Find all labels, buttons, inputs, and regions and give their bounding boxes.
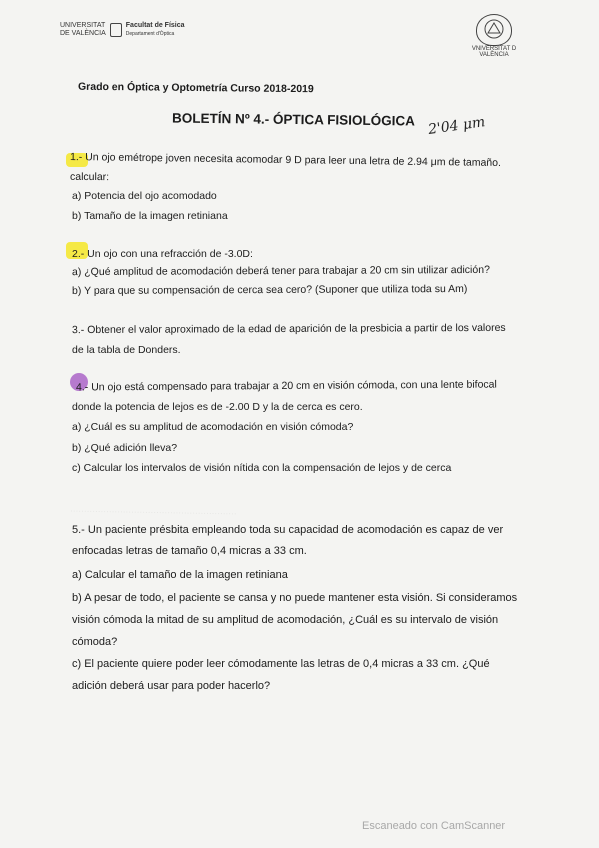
logo-faculty-name: Facultat de Física <box>125 22 185 29</box>
q5-part-c-line-2: adición deberá usar para poder hacerlo? <box>72 680 271 692</box>
seal-caption: VNIVERSITAT D VALÈNCIA <box>471 46 517 58</box>
course-heading: Grado en Óptica y Optometría Curso 2018-2019 <box>77 80 314 96</box>
q2-statement: 2.- Un ojo con una refracción de -3.0D: <box>72 248 253 260</box>
logo-university-name: UNIVERSITAT <box>60 22 106 29</box>
q5-statement: 5.- Un paciente présbita empleando toda su capacidad de acomodación es capaz de ver <box>72 524 504 536</box>
q4-part-a: a) ¿Cuál es su amplitud de acomodación en visión cómoda? <box>72 421 354 433</box>
q1-part-b: b) Tamaño de la imagen retiniana <box>72 210 228 222</box>
q5-part-b-line-3: cómoda? <box>72 636 118 648</box>
q1-statement: 1.- Un ojo emétrope joven necesita acomodar 9 D para leer una letra de 2.94 μm de tamaño. <box>69 150 502 170</box>
university-logo-left <box>60 22 185 38</box>
q4-part-c: c) Calcular los intervalos de visión nítida con la compensación de lejos y de cerca <box>72 462 452 474</box>
q2-part-b: b) Y para que su compensación de cerca sea cero? (Suponer que utiliza toda su Am) <box>71 282 468 298</box>
q4-part-b: b) ¿Qué adición lleva? <box>72 442 178 454</box>
q2-part-a: a) ¿Qué amplitud de acomodación deberá tener para trabajar a 20 cm sin utilizar adición? <box>71 263 490 279</box>
university-seal-icon <box>476 14 512 46</box>
q3-line-2: de la tabla de Donders. <box>72 344 181 356</box>
logo-university-city: DE VALÈNCIA <box>60 30 106 37</box>
handwritten-annotation: 2'04 μm <box>427 114 487 138</box>
scanner-watermark: Escaneado con CamScanner <box>362 820 506 832</box>
q5-part-b-line-2: visión cómoda la mitad de su amplitud de acomodación, ¿Cuál es su intervalo de visión <box>72 614 499 626</box>
q3-statement: 3.- Obtener el valor aproximado de la edad de aparición de la presbicia a partir de los valores <box>71 321 506 337</box>
q1-line-2: calcular: <box>69 170 110 184</box>
q5-line-2: enfocadas letras de tamaño 0,4 micras a 33 cm. <box>72 545 307 557</box>
q5-part-c: c) El paciente quiere poder leer cómodamente las letras de 0,4 micras a 33 cm. ¿Qué <box>72 658 490 670</box>
q1-part-a: a) Potencia del ojo acomodado <box>72 190 217 202</box>
q4-statement: 4.- Un ojo está compensado para trabajar a 20 cm en visión cómoda, con una lente bifocal <box>75 378 497 394</box>
q5-part-b: b) A pesar de todo, el paciente se cansa y no puede mantener esta visión. Si consideramos <box>72 592 518 604</box>
logo-department-name: Departament d'Òptica <box>125 31 175 37</box>
q4-line-2: donde la potencia de lejos es de -2.00 D y la de cerca es cero. <box>72 401 363 413</box>
faculty-emblem-icon <box>110 23 122 37</box>
q5-part-a: a) Calcular el tamaño de la imagen retiniana <box>72 569 288 581</box>
page-title: BOLETÍN Nº 4.- ÓPTICA FISIOLÓGICA <box>171 110 416 129</box>
show-through-artifact: ............................................................ <box>69 503 237 518</box>
